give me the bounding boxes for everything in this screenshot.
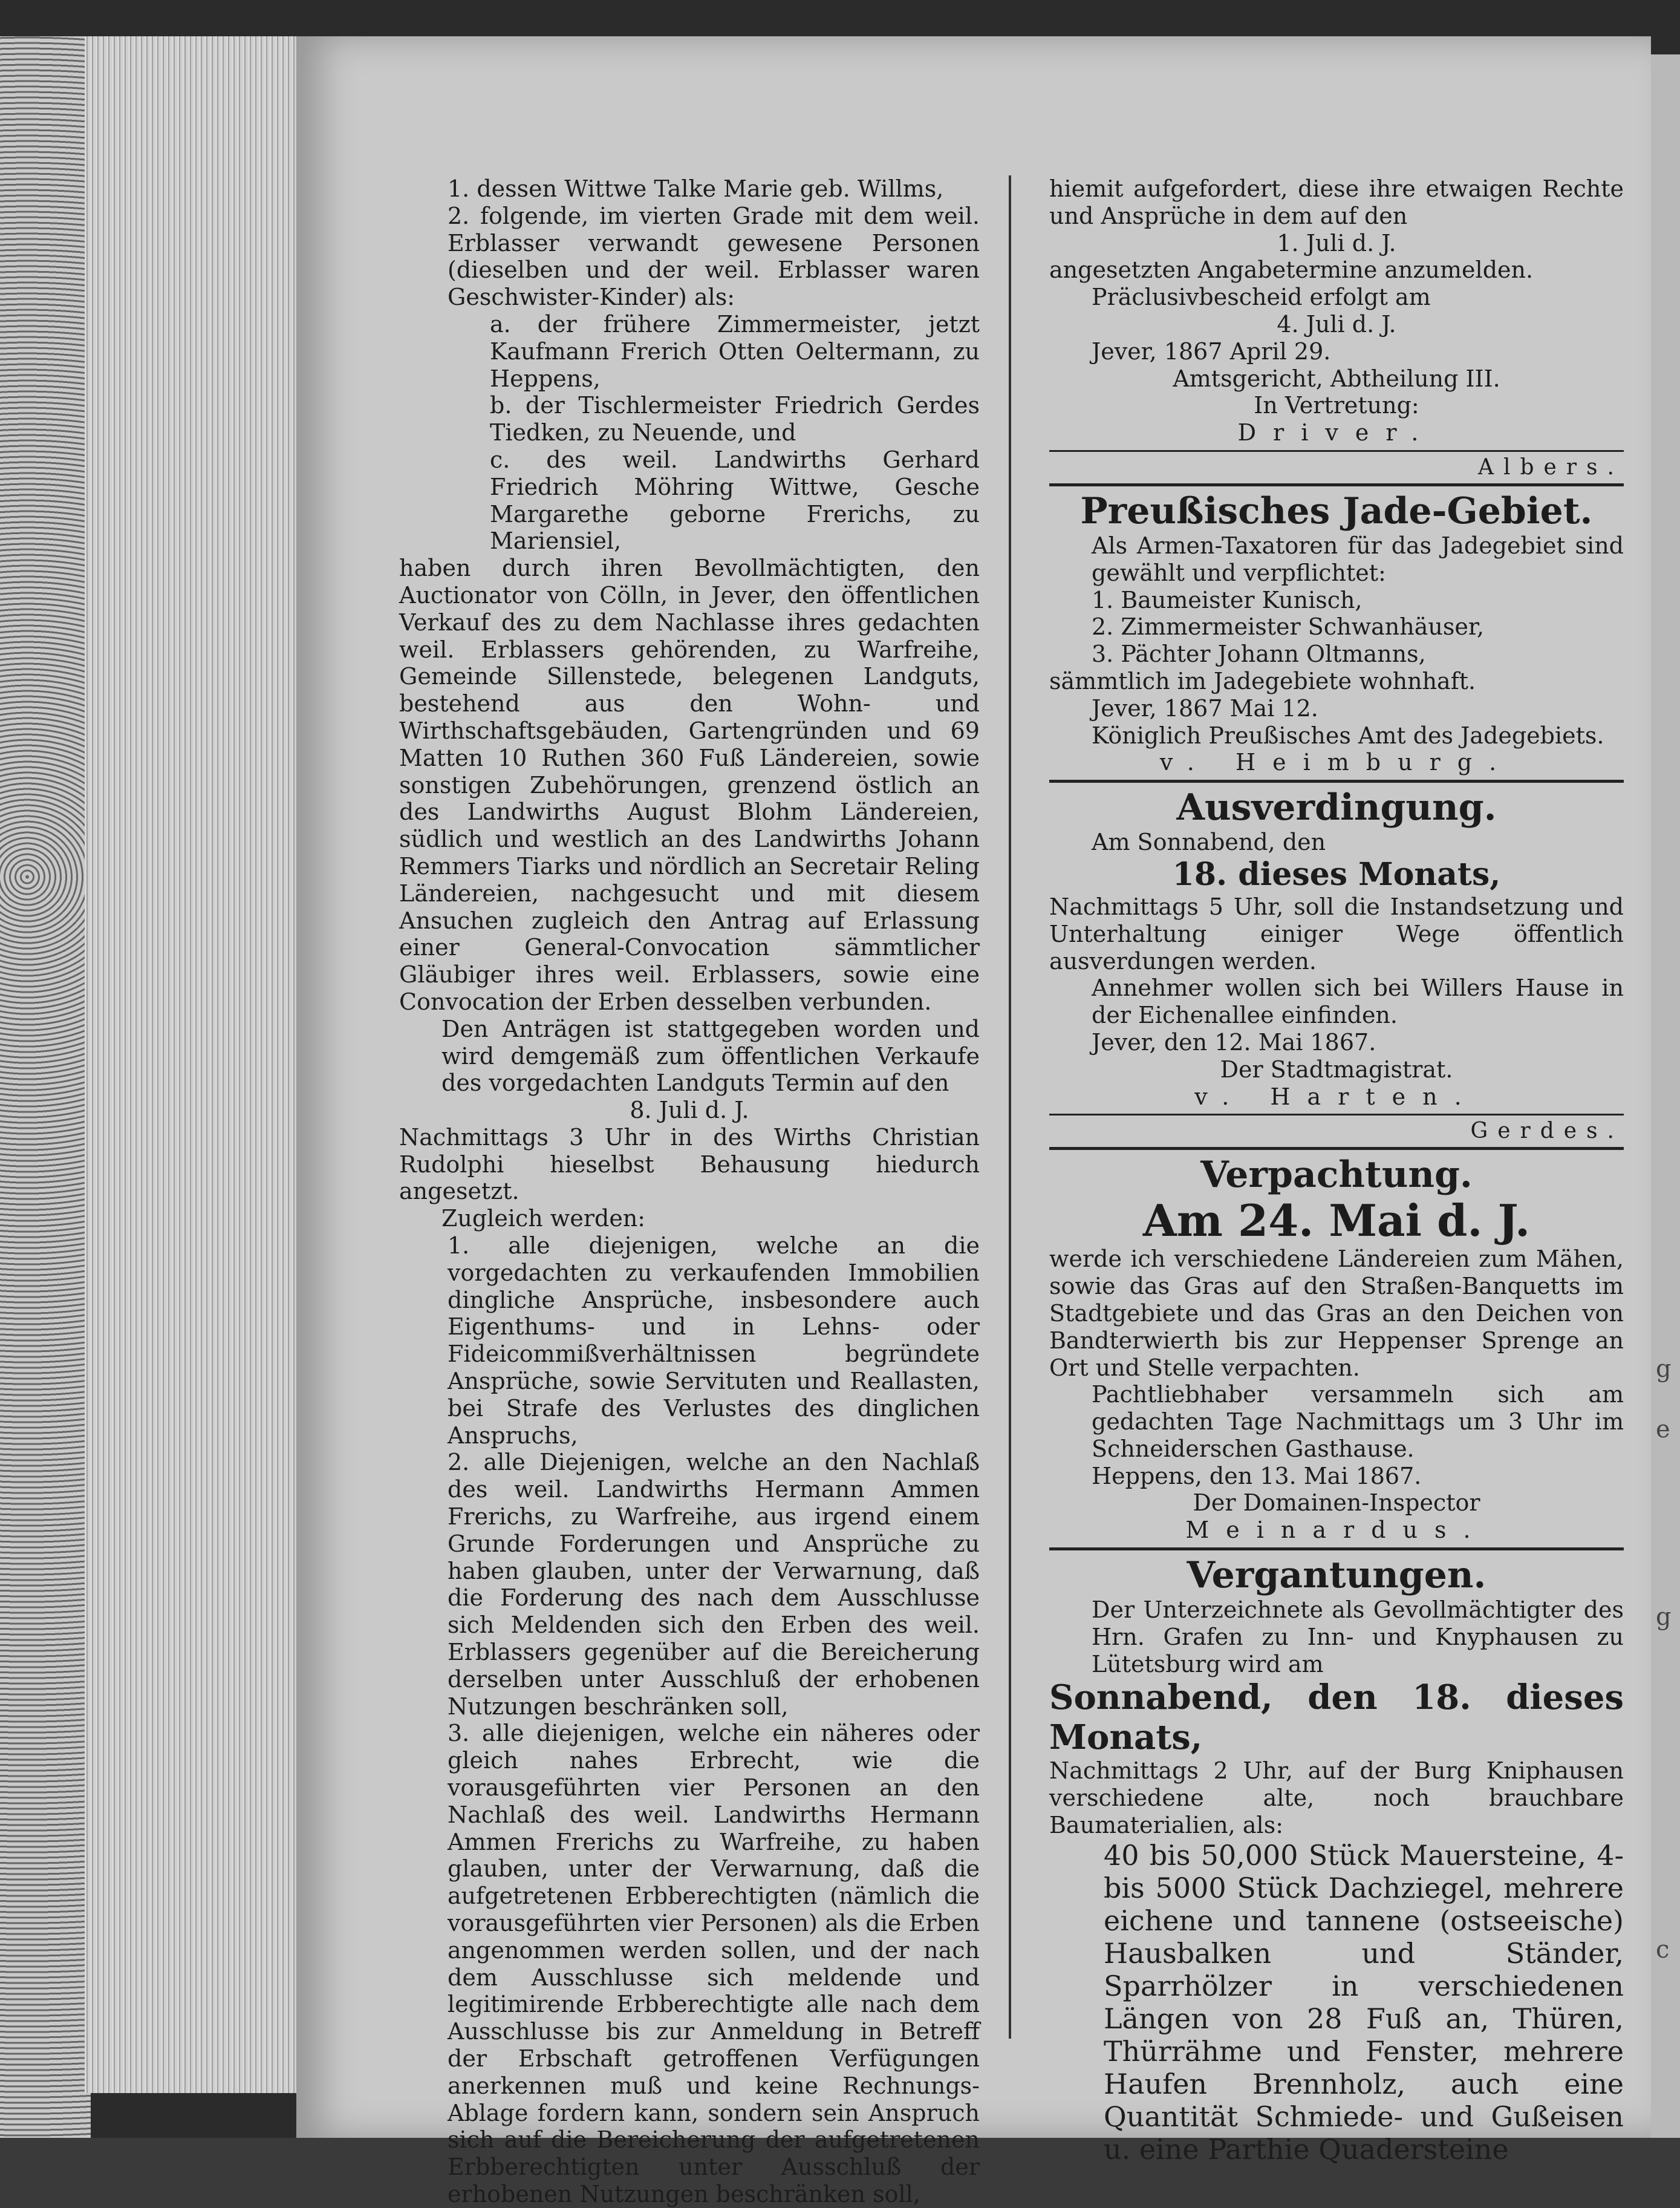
signature: v. Harten.: [1194, 1083, 1479, 1110]
notice-title: Preußisches Jade-Gebiet.: [1080, 489, 1593, 532]
paragraph: Der Stadtmagistrat.: [1220, 1056, 1453, 1083]
paragraph: Nachmittags 3 Uhr in des Wirths Christian Rudolphi hieselbst Behausung hiedurch angesetzt.: [399, 1123, 980, 1205]
paragraph: Zugleich werden:: [441, 1205, 646, 1232]
book-spine: [0, 36, 91, 2138]
list-item: 3. Pächter Johann Oltmanns,: [1092, 641, 1426, 668]
column-divider: [1009, 175, 1011, 2039]
divider: [1049, 483, 1624, 486]
paragraph: In Vertretung:: [1254, 392, 1419, 419]
notice-court: [1049, 175, 1624, 486]
paragraph: 1. dessen Wittwe Talke Marie geb. Willms,: [448, 175, 944, 202]
date-line: 1. Juli d. J.: [1277, 229, 1396, 256]
notice-ausverdingung: [1049, 786, 1624, 1150]
strip-letter: g: [1656, 1355, 1672, 1383]
divider: [1049, 1114, 1624, 1115]
date-line: 8. Juli d. J.: [630, 1097, 749, 1124]
notice-title: Ausverdingung.: [1176, 786, 1497, 829]
paragraph: Am Sonnabend, den: [1092, 829, 1326, 856]
date-line: Am 24. Mai d. J.: [1142, 1195, 1531, 1247]
next-page-strip: [1651, 54, 1680, 2138]
paragraph: hiemit aufgefordert, diese ihre etwaigen Rechte und Ansprüche in dem auf den: [1049, 175, 1624, 229]
signature: Albers.: [1478, 454, 1624, 480]
date-line: 4. Juli d. J.: [1277, 310, 1396, 338]
paragraph: Als Armen-Taxatoren für das Jadegebiet sind gewählt und verpflichtet:: [1092, 532, 1624, 586]
divider: [1049, 780, 1624, 783]
paragraph: a. der frühere Zimmermeister, jetzt Kaufmann Frerich Otten Oeltermann, zu Heppens,: [490, 310, 980, 392]
item-list: 40 bis 50,000 Stück Mauersteine, 4- bis 5000 Stück Dachziegel, mehrere eichene und tannene (ostseeische) Hausbalken und Ständer, Sparrhölzer in verschiedenen Längen von 28 Fuß an, Thüren, Thürrähme und Fenster, mehrere Haufen Brennholz, auch eine Quantität Schmiede- und Gußeisen u. eine Parthie Quadersteine: [1104, 1838, 1624, 2166]
paragraph: 3. alle diejenigen, welche ein näheres oder gleich nahes Erbrecht, wie die vorausgeführten vier Personen an den Nachlaß des weil. Landwirths Hermann Ammen Frerichs zu Warfreihe, zu haben glauben, unter der Verwarnung, daß die aufgetretenen Erbberechtigten (nämlich die vorausgeführten vier Personen) als die Erben angenommen werden sollen, und der nach dem Ausschlusse sich meldende und legitimirende Erbberechtigte alle nach dem Ausschlusse bis zur Anmeldung in Betreff der Erbschaft getroffenen Verfügungen anerkennen muß und keine Rechnungs-Ablage fordern kann, sondern sein Anspruch sich auf die Bereicherung der aufgetretenen Erbberechtigten unter Ausschluß der erhobenen Nutzungen beschränken soll,: [448, 1720, 980, 2207]
paragraph: Annehmer wollen sich bei Willers Hause in der Eichenallee einfinden.: [1092, 975, 1624, 1029]
right-column: [1049, 175, 1624, 2166]
paragraph: b. der Tischlermeister Friedrich Gerdes Tiedken, zu Neuende, und: [490, 392, 980, 446]
page-edges: [85, 36, 296, 2093]
paragraph: 1. alle diejenigen, welche an die vorgedachten zu verkaufenden Immobilien dingliche Ansprüche, insbesondere auch Eigenthums- und in Lehns- oder Fideicommißverhältnissen begründete Ansprüche, sowie Servituten und Reallasten, bei Strafe des Verlustes des dinglichen Anspruchs,: [448, 1232, 980, 1449]
paragraph: Jever, 1867 April 29.: [1092, 338, 1331, 365]
strip-letter: e: [1656, 1416, 1670, 1443]
paragraph: Der Domainen-Inspector: [1193, 1489, 1480, 1517]
paragraph: 2. alle Diejenigen, welche an den Nachlaß des weil. Landwirths Hermann Ammen Frerichs, zu Warfreihe, aus irgend einem Grunde Forderungen und Ansprüche zu haben glauben, unter der Verwarnung, daß die Forderung des nach dem Ausschlusse sich Meldenden sich den Erben des weil. Erblassers gegenüber auf die Bereicherung derselben unter Ausschluß der erhobenen Nutzungen beschränken soll,: [448, 1449, 980, 1720]
divider: [1049, 1547, 1624, 1550]
paragraph: 2. folgende, im vierten Grade mit dem weil. Erblasser verwandt gewesene Personen (dieselben und der weil. Erblasser waren Geschwister-Kinder) als:: [448, 202, 980, 311]
signature: Meinardus.: [1185, 1517, 1488, 1544]
list-item: 2. Zimmermeister Schwanhäuser,: [1092, 613, 1484, 641]
paragraph: Nachmittags 2 Uhr, auf der Burg Kniphausen verschiedene alte, noch brauchbare Baumaterialien, als:: [1049, 1757, 1624, 1839]
paragraph: Präclusivbescheid erfolgt am: [1092, 284, 1431, 311]
paragraph: werde ich verschiedene Ländereien zum Mähen, sowie das Gras auf den Straßen-Banquetts im Stadtgebiete und das Gras an den Deichen von Bandterwierth bis zur Heppenser Sprenge an Ort und Stelle verpachten.: [1049, 1246, 1624, 1381]
divider: [1049, 450, 1624, 452]
date-line: Sonnabend, den 18. dieses Monats,: [1049, 1677, 1624, 1758]
paragraph: Heppens, den 13. Mai 1867.: [1092, 1462, 1422, 1489]
paragraph: Der Unterzeichnete als Gevollmächtigter des Hrn. Grafen zu Inn- und Knyphausen zu Lütetsburg wird am: [1092, 1596, 1624, 1677]
paragraph: haben durch ihren Bevollmächtigten, den Auctionator von Cölln, in Jever, den öffentlichen Verkauf des zu dem Nachlasse ihres gedachten weil. Erblassers gehörenden, zu Warfreihe, Gemeinde Sillenstede, belegenen Landguts, bestehend aus den Wohn- und Wirthschaftsgebäuden, Gartengründen und 69 Matten 10 Ruthen 360 Fuß Ländereien, sowie sonstigen Zubehörungen, grenzend östlich an des Landwirths August Blohm Ländereien, südlich und westlich an des Landwirths Johann Remmers Tiarks und nördlich an Secretair Reling Ländereien, nachgesucht und mit diesem Ansuchen zugleich den Antrag auf Erlassung einer General-Convocation sämmtlicher Gläubiger ihres weil. Erblassers, sowie eine Convocation der Erben desselben verbunden.: [399, 555, 980, 1015]
paragraph: angesetzten Angabetermine anzumelden.: [1049, 256, 1534, 284]
strip-letter: g: [1656, 1603, 1672, 1631]
list-item: 1. Baumeister Kunisch,: [1092, 586, 1363, 613]
left-column: [399, 175, 980, 2208]
notice-title: Vergantungen.: [1187, 1554, 1486, 1597]
notice-title: Verpachtung.: [1200, 1154, 1473, 1197]
signature: Gerdes.: [1470, 1119, 1624, 1144]
notice-vergantungen: [1049, 1554, 1624, 2166]
paragraph: Pachtliebhaber versammeln sich am gedachten Tage Nachmittags um 3 Uhr im Schneiderschen Gasthause.: [1092, 1381, 1624, 1462]
paragraph: Nachmittags 5 Uhr, soll die Instandsetzung und Unterhaltung einiger Wege öffentlich ausverdungen werden.: [1049, 893, 1624, 975]
paragraph: Jever, 1867 Mai 12.: [1092, 694, 1318, 722]
paragraph: Den Anträgen ist stattgegeben worden und wird demgemäß zum öffentlichen Verkaufe des vorgedachten Landguts Termin auf den: [441, 1015, 980, 1097]
paragraph: c. des weil. Landwirths Gerhard Friedrich Möhring Wittwe, Gesche Margarethe geborne Frerichs, zu Mariensiel,: [490, 446, 980, 555]
signature: v. Heimburg.: [1159, 749, 1514, 776]
paragraph: Jever, den 12. Mai 1867.: [1092, 1028, 1376, 1056]
notice-jade: [1049, 490, 1624, 783]
paragraph: Amtsgericht, Abtheilung III.: [1173, 365, 1500, 392]
date-line: 18. dieses Monats,: [1172, 855, 1501, 893]
strip-letter: c: [1656, 1936, 1670, 1964]
signature: Driver.: [1237, 419, 1436, 446]
divider: [1049, 1147, 1624, 1150]
paragraph: sämmtlich im Jadegebiete wohnhaft.: [1049, 667, 1476, 694]
paragraph: Königlich Preußisches Amt des Jadegebiets.: [1092, 722, 1604, 749]
notice-verpachtung: [1049, 1154, 1624, 1550]
